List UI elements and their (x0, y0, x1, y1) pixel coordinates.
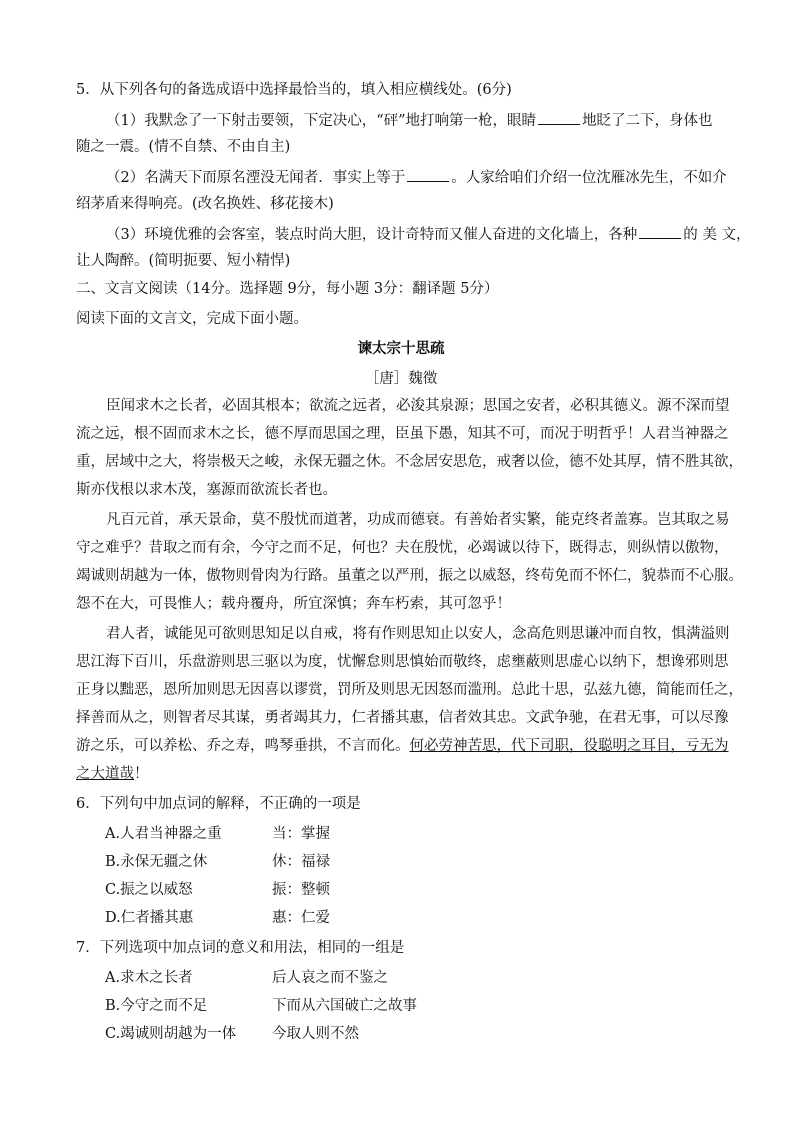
essay-line: 正身以黜恶，恩所加则思无因喜以谬赏，罚所及则思无因怒而滥刑。总此十思，弘兹九德，简能而任之， (76, 682, 743, 698)
option-explanation: 下而从六国破亡之故事 (272, 998, 417, 1014)
essay-title: 谏太宗十思疏 (357, 340, 445, 357)
answer-blank-3[interactable] (639, 224, 681, 239)
q5-item1-text-a: （1）我默念了一下射击要领，下定决心，“砰”地打响第一枪，眼睛 (106, 113, 537, 129)
section2-heading: 二、文言文阅读（14分。选择题 9分，每小题 3分：翻译题 5分） (76, 281, 499, 297)
essay-line: 凡百元首，承天景命，莫不殷忧而道著，功成而德衰。有善始者实繁，能克终者盖寡。岂其取之易 (106, 512, 730, 528)
option-explanation: 惠：仁爱 (272, 910, 330, 926)
option-explanation: 后人哀之而不鉴之 (272, 970, 388, 986)
section2-instruction: 阅读下面的文言文，完成下面小题。 (76, 311, 308, 327)
q7-stem: 7．下列选项中加点词的意义和用法，相同的一组是 (76, 940, 405, 956)
q5-item3-text-a: （3）环境优雅的会客室，装点时尚大胆，设计奇特而又催人奋进的文化墙上，各种 (106, 227, 638, 243)
option-explanation: 今取人则不然 (272, 1026, 359, 1042)
option-label: A.人君当神器之重 (105, 826, 222, 842)
q6-option-d[interactable] (76, 908, 452, 928)
q5-item3-line2: 让人陶醉。(简明扼要、短小精悍) (76, 253, 291, 269)
essay-line: 怨不在大，可畏惟人；载舟覆舟，所宜深慎；奔车朽索，其可忽乎！ (76, 596, 511, 612)
essay-line-with-underline (76, 736, 729, 756)
essay-line: 流之远，根不固而求木之长，德不厚而思国之理，臣虽下愚，知其不可，而况于明哲乎！人君当神器之 (76, 426, 729, 442)
option-label: C.竭诚则胡越为一体 (105, 1026, 237, 1042)
translation-sentence-part2: 之大道哉 (76, 766, 134, 782)
q5-item3-text-b: 的 美 文， (683, 227, 751, 243)
q7-option-a[interactable] (76, 968, 452, 988)
q6-stem: 6．下列句中加点词的解释，不正确的一项是 (76, 796, 361, 812)
essay-last-line (76, 764, 149, 784)
answer-blank-1[interactable] (538, 110, 580, 125)
q5-item1-text-b: 地眨了二下，身体也 (582, 113, 713, 129)
q5-item2-text-a: （2）名满天下而原名湮没无闻者．事实上等于 (106, 170, 406, 186)
option-label: B.今守之而不足 (105, 998, 208, 1014)
answer-blank-2[interactable] (407, 167, 449, 182)
option-explanation: 振：整顿 (272, 882, 330, 898)
essay-line: 竭诚则胡越为一体，傲物则骨肉为行路。虽董之以严刑，振之以威怒，终苟免而不怀仁，貌恭而不心服。 (76, 568, 743, 584)
q5-title: 5．从下列各句的备选成语中选择最恰当的，填入相应横线处。(6分) (76, 82, 512, 98)
option-label: A.求木之长者 (105, 970, 193, 986)
essay-line: 择善而从之，则智者尽其谋，勇者竭其力，仁者播其惠，信者效其忠。文武争驰，在君无事，可以尽豫 (76, 710, 729, 726)
q5-item2-line2: 绍茅盾来得响亮。(改名换姓、移花接木) (76, 196, 334, 212)
essay-line: 重，居域中之大，将崇极天之峻，永保无疆之休。不念居安思危，戒奢以俭，德不处其厚，情不胜其欲， (76, 454, 743, 470)
q6-option-c[interactable] (76, 880, 452, 900)
q7-option-c[interactable] (76, 1024, 452, 1044)
translation-sentence-part1: 何必劳神苦思，代下司职，役聪明之耳目，亏无为 (409, 738, 729, 754)
end-mark: ！ (134, 766, 149, 782)
option-label: C.振之以威怒 (105, 882, 193, 898)
q5-item1-line1 (76, 110, 713, 131)
essay-line-text: 游之乐，可以养松、乔之寿，鸣琴垂拱，不言而化。 (76, 738, 410, 754)
option-label: D.仁者播其惠 (105, 910, 194, 926)
essay-author: ［唐］魏徵 (364, 371, 438, 387)
q6-option-a[interactable] (76, 824, 452, 844)
option-explanation: 休：福禄 (272, 854, 330, 870)
q5-item2-text-b: 。人家给咱们介绍一位沈雁冰先生，不如介 (451, 170, 727, 186)
essay-line: 君人者，诚能见可欲则思知足以自戒，将有作则思知止以安人，念高危则思谦冲而自牧，惧满溢则 (106, 626, 730, 642)
option-label: B.永保无疆之休 (105, 854, 208, 870)
essay-line: 守之难乎？昔取之而有余，今守之而不足，何也？夫在殷忧，必竭诚以待下，既得志，则纵情以傲物， (76, 540, 729, 556)
q7-option-b[interactable] (76, 996, 452, 1016)
essay-line: 思江海下百川，乐盘游则思三驱以为度，忧懈怠则思慎始而敬终，虑壅蔽则思虚心以纳下，想谗邪则思 (76, 654, 729, 670)
q5-item3-line1 (76, 224, 750, 245)
q5-item2-line1 (76, 167, 727, 188)
option-explanation: 当：掌握 (272, 826, 330, 842)
q5-item1-line2: 随之一震。(情不自禁、不由自主) (76, 139, 291, 155)
essay-line: 臣闻求木之长者，必固其根本；欲流之远者，必浚其泉源；思国之安者，必积其德义。源不深而望 (106, 398, 730, 414)
q6-option-b[interactable] (76, 852, 452, 872)
essay-line: 斯亦伐根以求木茂，塞源而欲流长者也。 (76, 482, 337, 498)
